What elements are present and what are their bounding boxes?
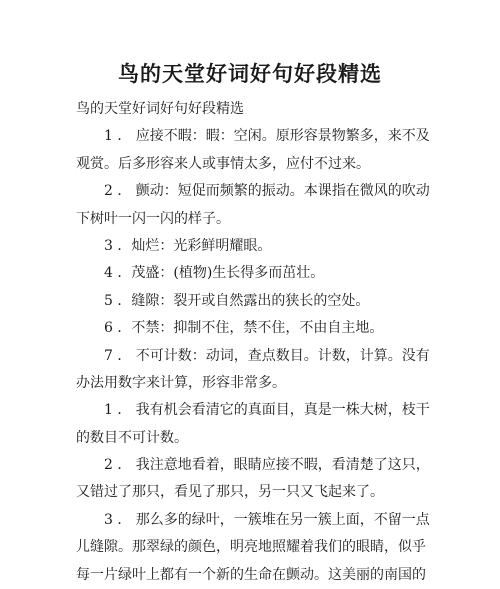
text-line: 7 ． 不可计数：动词，查点数目。计数，计算。没有 (104, 347, 430, 364)
text-line: 1 ． 我有机会看清它的真面目，真是一株大树，枝干 (104, 402, 430, 419)
text-line: 办法用数字来计算，形容非常多。 (76, 374, 286, 391)
text-line: 下树叶一闪一闪的样子。 (76, 210, 230, 227)
text-line: 又错过了那只，看见了那只，另一只又飞起来了。 (76, 484, 384, 501)
document-body (76, 96, 432, 589)
text-line: 4 ．茂盛：(植物)生长得多而茁壮。 (104, 265, 325, 282)
document-title: 鸟的天堂好词好句好段精选 (118, 61, 382, 86)
text-line: 6 ．不禁：抑制不住，禁不住，不由自主地。 (104, 320, 384, 337)
text-line: 观赏。后多形容来人或事情太多，应付不过来。 (76, 155, 370, 172)
text-line: 3 ．灿烂：光彩鲜明耀眼。 (104, 237, 272, 254)
text-line: 的数目不可计数。 (76, 429, 188, 446)
text-line: 2 ． 我注意地看着，眼睛应接不暇，看清楚了这只， (104, 457, 430, 474)
text-line: 2 ． 颤动：短促而频繁的振动。本课指在微风的吹动 (104, 183, 430, 200)
text-line: 儿缝隙。那翠绿的颜色，明亮地照耀着我们的眼睛，似乎 (76, 539, 426, 556)
text-line: 每一片绿叶上都有一个新的生命在颤动。这美丽的南国的 (76, 566, 426, 583)
text-line: 5 ．缝隙：裂开或自然露出的狭长的空处。 (104, 292, 370, 309)
text-line: 鸟的天堂好词好句好段精选 (76, 101, 244, 117)
text-line: 1 ． 应接不暇：暇：空闲。原形容景物繁多，来不及 (104, 128, 430, 145)
text-line: 3 ． 那么多的绿叶，一簇堆在另一簇上面，不留一点 (104, 511, 430, 528)
